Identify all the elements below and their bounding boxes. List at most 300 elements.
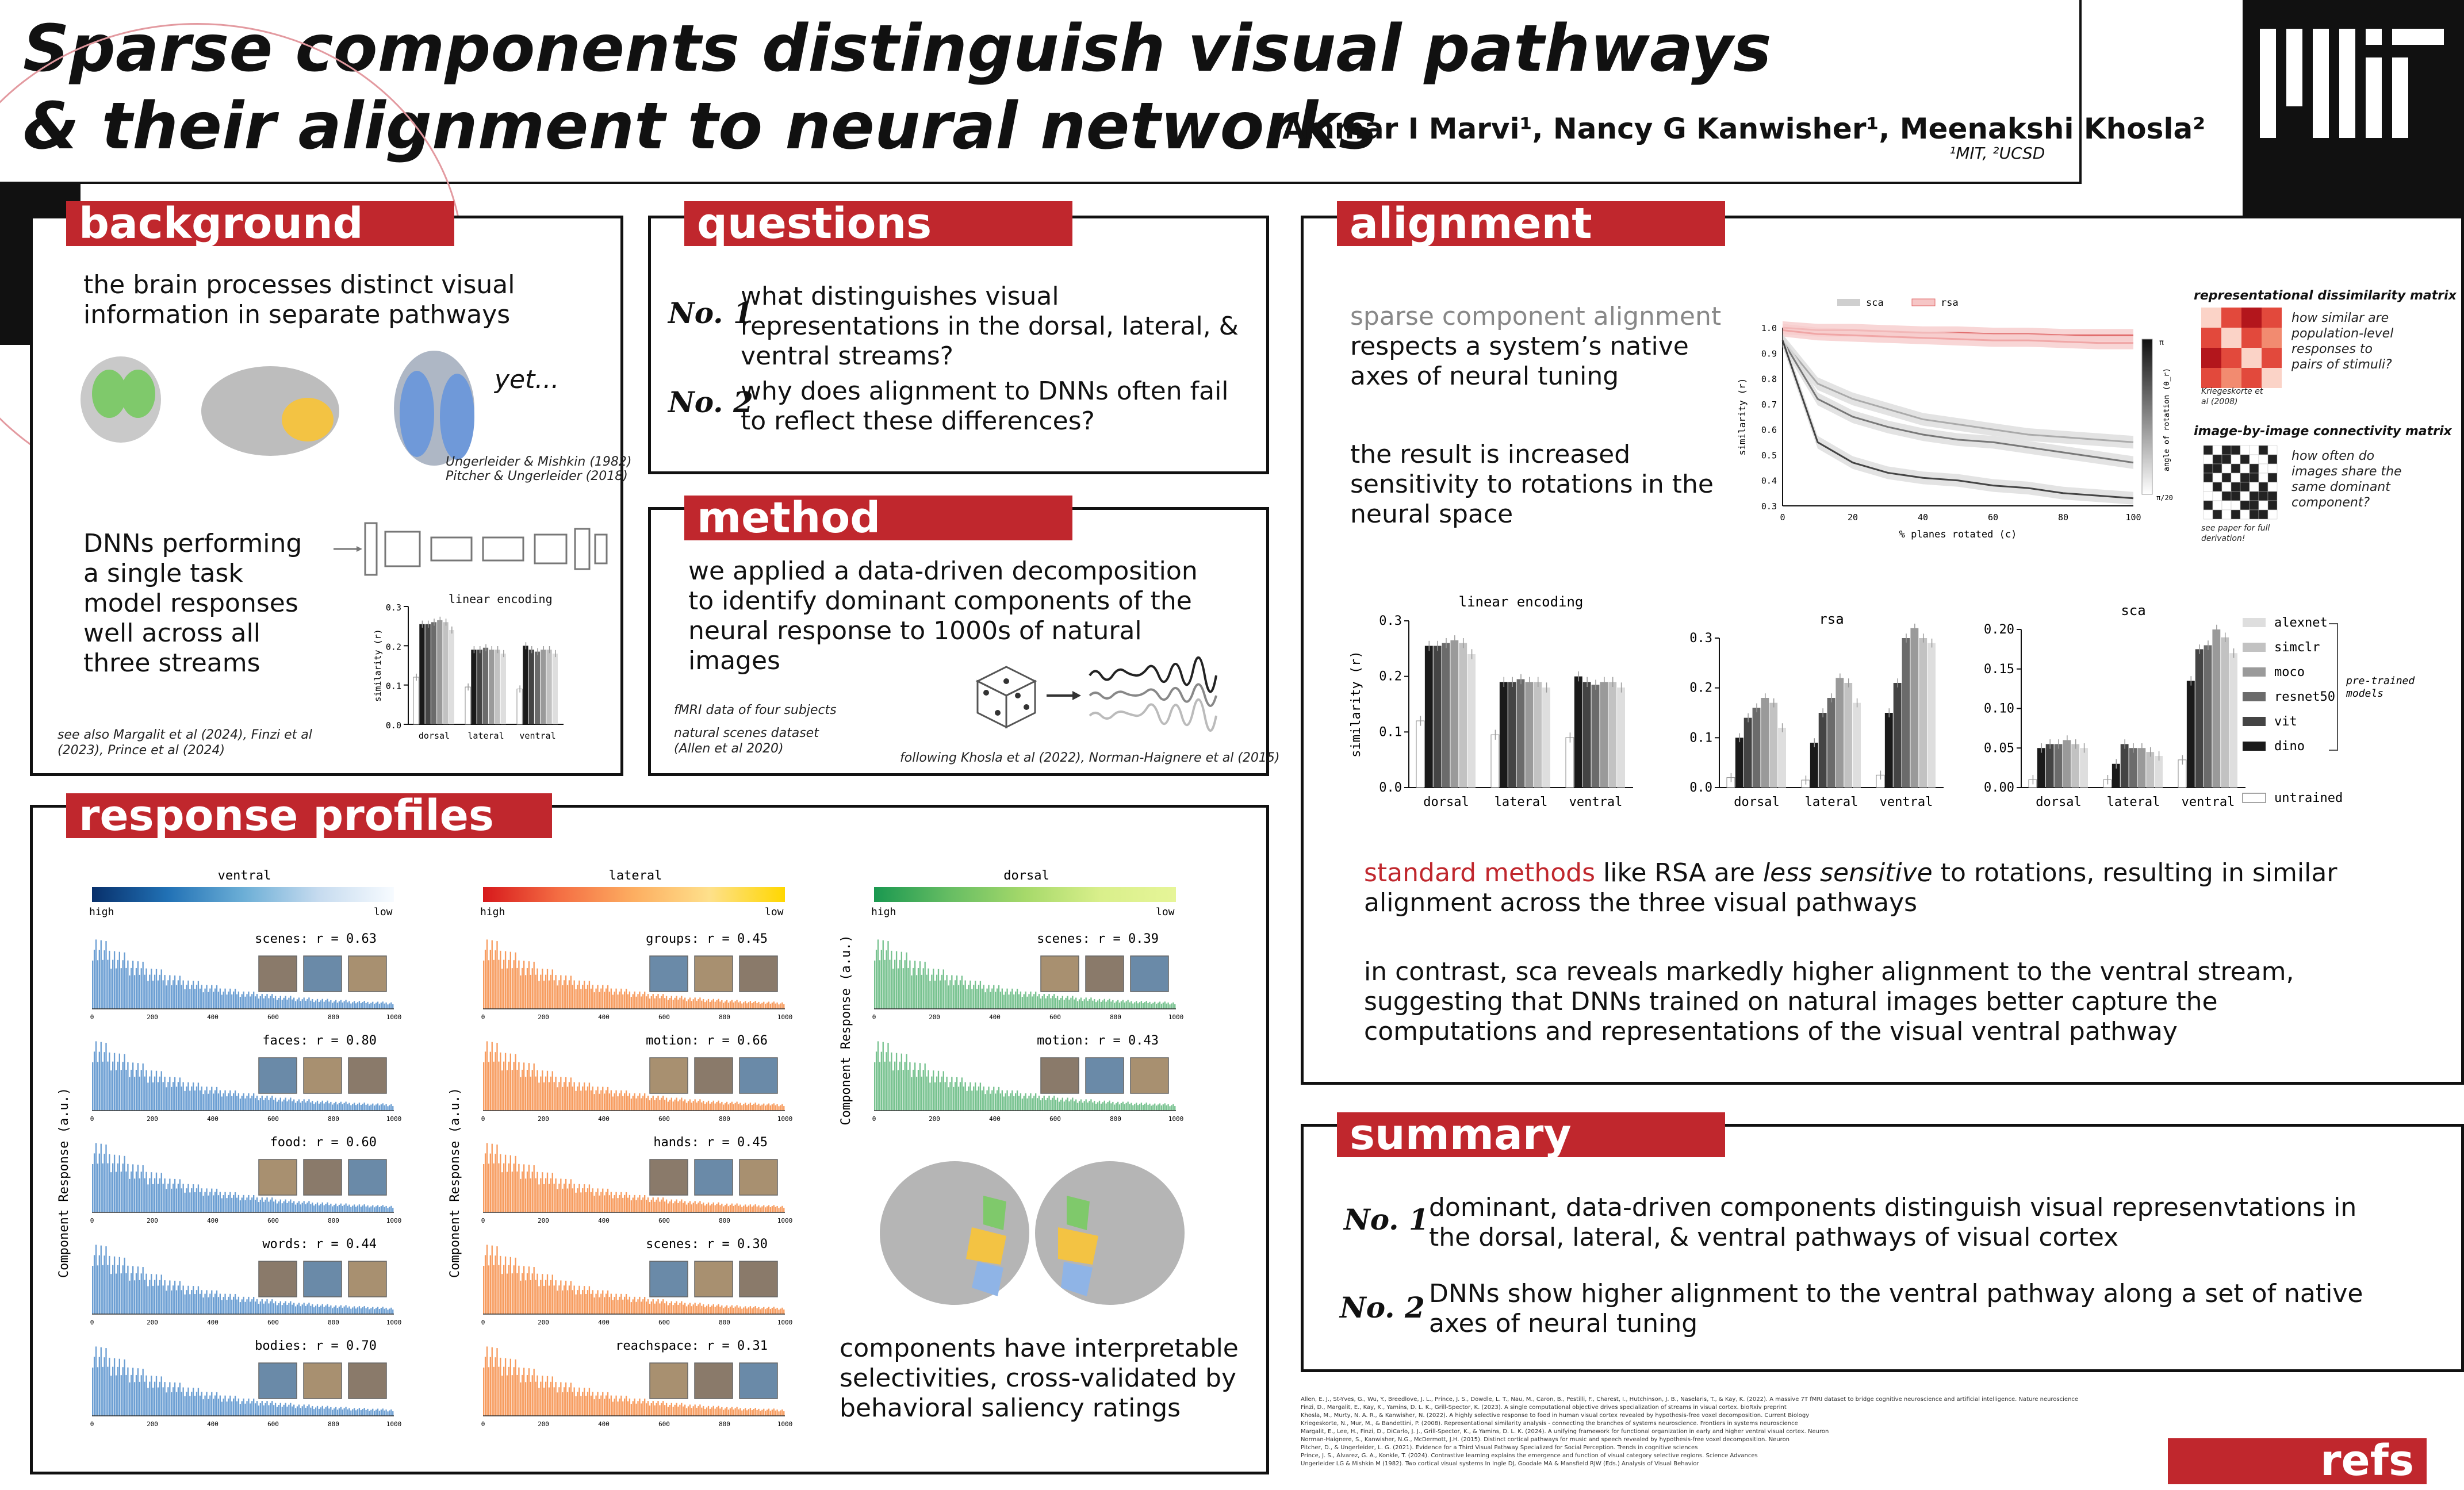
profile-x-tick: 400	[598, 1319, 610, 1326]
profile-x-tick: 600	[658, 1319, 670, 1326]
profile-bar	[1050, 1100, 1051, 1111]
profile-bar	[387, 1208, 388, 1212]
profile-bar	[181, 1290, 182, 1314]
profile-bar	[641, 1403, 642, 1416]
bar	[2204, 646, 2212, 788]
profile-bar	[955, 980, 956, 1009]
profile-bar	[703, 1101, 704, 1111]
profile-x-tick: 400	[207, 1115, 219, 1123]
profile-bar	[1042, 1098, 1043, 1111]
ibi-cell	[2231, 455, 2240, 464]
profile-bar	[1134, 1002, 1135, 1009]
profile-bar	[345, 1407, 346, 1416]
rdm-question: how similar are population-level responses to pairs of stimuli?	[2291, 311, 2394, 372]
profile-bar	[540, 1280, 541, 1314]
profile-bar	[209, 1192, 210, 1212]
profile-bar	[745, 1204, 746, 1212]
profile-bar	[310, 1103, 311, 1111]
profile-bar	[761, 1410, 762, 1416]
ibi-cell	[2213, 482, 2222, 491]
profile-bar	[221, 1096, 223, 1111]
profile-bar	[136, 1070, 137, 1111]
profile-bar	[565, 1383, 566, 1416]
profile-bar	[584, 1082, 585, 1111]
profile-bar	[493, 1367, 495, 1416]
profile-bar	[1086, 997, 1087, 1009]
profile-bar	[775, 1411, 776, 1416]
profile-bar	[627, 1300, 629, 1314]
profile-bar	[501, 969, 503, 1009]
profile-bar	[523, 1266, 524, 1314]
profile-bar	[206, 1188, 207, 1212]
profile-bar	[256, 1096, 258, 1111]
profile-bar	[174, 1281, 175, 1314]
profile-bar	[109, 1053, 110, 1111]
bar	[449, 630, 454, 724]
profile-bar	[614, 1399, 615, 1416]
profile-bar	[532, 1375, 533, 1416]
profile-bar	[775, 1207, 776, 1212]
profile-bar	[699, 1099, 700, 1111]
profile-bar	[183, 1184, 184, 1212]
profile-bar	[547, 1071, 548, 1111]
profile-bar	[179, 1281, 181, 1314]
cite-ungerleider: Ungerleider & Mishkin (1982)	[446, 455, 632, 469]
profile-bar	[564, 1285, 565, 1314]
profile-bar	[490, 1255, 491, 1314]
profile-x-tick: 800	[1110, 1115, 1121, 1123]
background-text2: DNNs performing a single task model responses well across all three streams	[83, 529, 302, 678]
profile-bar	[681, 1403, 682, 1416]
profile-bar	[664, 1100, 665, 1111]
profile-bar	[520, 1383, 521, 1416]
profile-bar	[297, 1406, 298, 1416]
profile-bar	[634, 1297, 635, 1314]
profile-bar	[758, 1307, 759, 1314]
profile-bar	[253, 1195, 254, 1212]
profile-bar	[708, 999, 709, 1009]
profile-bar	[594, 992, 595, 1009]
profile-bar	[263, 1304, 265, 1314]
profile-bar	[335, 1305, 336, 1314]
profile-plot	[481, 1237, 793, 1326]
profile-bar	[691, 1103, 692, 1111]
ibi-cell	[2240, 464, 2250, 473]
profile-x-tick: 400	[598, 1013, 610, 1021]
profile-bar	[169, 1077, 170, 1111]
y-tick-label: 0.6	[1761, 425, 1777, 436]
profile-bar	[173, 1082, 174, 1111]
profile-bar	[1066, 998, 1067, 1009]
profile-bar	[385, 1104, 386, 1111]
profile-bar	[1064, 1101, 1065, 1111]
profile-bar	[731, 1000, 733, 1009]
profile-bar	[775, 1004, 776, 1009]
profile-bar	[592, 1392, 593, 1416]
profile-bar	[958, 985, 959, 1009]
profile-bar	[122, 1265, 124, 1314]
profile-bar	[587, 1086, 588, 1111]
rot-side-bot: π/20	[2156, 494, 2173, 502]
profile-label: reachspace: r = 0.31	[615, 1339, 768, 1353]
profile-bar	[899, 960, 900, 1009]
profile-bar	[602, 1087, 603, 1111]
profile-bar	[968, 1086, 969, 1111]
ibi-cell	[2259, 455, 2268, 464]
profile-bar	[485, 1051, 486, 1111]
profile-bar	[755, 1103, 756, 1111]
profile-bar	[718, 1406, 719, 1416]
profile-bar	[701, 1001, 702, 1009]
profile-bar	[874, 961, 875, 1009]
ibi-cell	[2231, 464, 2240, 473]
profile-bar	[342, 1003, 343, 1009]
profile-bar	[1151, 1004, 1152, 1009]
profile-bar	[191, 1086, 192, 1111]
profile-bar	[178, 980, 179, 1009]
profile-bar	[330, 1000, 331, 1009]
profile-bar	[627, 1096, 629, 1111]
profile-bar	[268, 1405, 269, 1416]
profile-bar	[963, 985, 964, 1009]
profile-bar	[651, 1301, 652, 1314]
profile-bar	[905, 1062, 906, 1111]
profile-bar	[228, 1093, 229, 1111]
colorbar-low: low	[374, 906, 393, 918]
profile-bar	[998, 1087, 999, 1111]
profile-bar	[651, 1200, 652, 1212]
profile-bar	[134, 975, 135, 1009]
bar	[2080, 748, 2088, 788]
profile-bar	[1020, 992, 1021, 1009]
profile-bar	[246, 994, 247, 1009]
profile-bar	[883, 1042, 884, 1111]
profile-bar	[203, 992, 204, 1009]
profile-bar	[746, 1410, 748, 1416]
profile-bar	[129, 1077, 130, 1111]
profile-bar	[119, 1257, 120, 1314]
profile-bar	[614, 1195, 615, 1212]
profile-bar	[271, 1299, 273, 1314]
profile-colorbar-title: ventral	[217, 869, 271, 883]
profile-bar	[733, 1206, 734, 1212]
profile-bar	[906, 953, 907, 1009]
profile-x-tick: 800	[719, 1115, 730, 1123]
profile-bar	[1084, 999, 1085, 1009]
profile-bar	[617, 1198, 618, 1212]
references-list	[1301, 1396, 2278, 1476]
profile-bar	[980, 1082, 981, 1111]
profile-bar	[554, 1387, 555, 1416]
profile-bar	[122, 1367, 124, 1416]
profile-bar	[312, 1203, 313, 1212]
profile-bar	[982, 1090, 983, 1111]
profile-bar	[730, 1001, 731, 1009]
y-tick-label: 0.7	[1761, 399, 1777, 410]
profile-bar	[1035, 1093, 1036, 1111]
profile-bar	[1070, 1100, 1071, 1111]
profile-bar	[131, 1172, 132, 1212]
profile-bar	[501, 1070, 503, 1111]
profile-bar	[607, 985, 608, 1009]
profile-bar	[938, 969, 939, 1009]
profile-bar	[1131, 1103, 1132, 1111]
profile-bar	[381, 1410, 382, 1416]
profile-bar	[656, 1301, 657, 1314]
profile-bar	[320, 1204, 321, 1212]
profile-bar	[184, 1091, 185, 1111]
y-tick-label: 0.9	[1761, 348, 1777, 359]
stimulus-thumbnail	[259, 1261, 297, 1297]
profile-bar	[569, 1184, 570, 1212]
profile-bar	[778, 1004, 779, 1009]
profile-bar	[585, 1192, 587, 1212]
profile-bar	[1139, 1104, 1140, 1111]
bar	[2137, 748, 2145, 788]
profile-bar	[124, 1054, 125, 1111]
ibi-cell	[2240, 455, 2250, 464]
profile-bar	[615, 989, 616, 1009]
profile-bar	[540, 1077, 541, 1111]
profile-bar	[1095, 1104, 1097, 1111]
profile-bar	[634, 1399, 635, 1416]
profile-bar	[622, 1401, 623, 1416]
profile-bar	[614, 1297, 615, 1314]
profile-bar	[166, 1392, 167, 1416]
profile-bar	[728, 1206, 729, 1212]
profile-bar	[725, 1205, 726, 1212]
profile-bar	[767, 1003, 768, 1009]
profile-bar	[282, 1407, 283, 1416]
profile-bar	[555, 1077, 556, 1111]
profile-bar	[208, 992, 209, 1009]
profile-bar	[278, 1201, 279, 1212]
profile-bar	[1171, 1105, 1172, 1111]
profile-bar	[731, 1102, 733, 1111]
profile-x-tick: 800	[1110, 1013, 1121, 1021]
profile-bar	[567, 1087, 568, 1111]
profile-bar	[653, 994, 654, 1009]
ibi-cell	[2259, 464, 2268, 473]
profile-bar	[508, 1062, 509, 1111]
profile-bar	[1000, 1093, 1001, 1111]
profile-bar	[220, 1396, 221, 1416]
profile-bar	[302, 1101, 303, 1111]
bar	[1500, 682, 1508, 788]
profile-bar	[112, 1265, 113, 1314]
profile-bar	[1080, 997, 1082, 1009]
profile-bar	[569, 980, 570, 1009]
profile-bar	[392, 1208, 393, 1212]
profile-bar	[1144, 1104, 1145, 1111]
question-2: why does alignment to DNNs often fail to reflect these differences?	[741, 377, 1229, 436]
rotation-legend	[1837, 297, 1959, 309]
profile-bar	[668, 1305, 669, 1314]
profile-bar	[719, 1205, 721, 1212]
profile-bar	[656, 1403, 657, 1416]
profile-bar	[328, 1103, 329, 1111]
profile-bar	[711, 1000, 712, 1009]
profile-bar	[693, 999, 694, 1009]
profile-bar	[739, 1408, 741, 1416]
profile-bar	[262, 1401, 263, 1416]
profile-bar	[647, 1197, 649, 1212]
profile-bar	[653, 1401, 654, 1416]
profile-bar	[713, 1101, 714, 1111]
profile-bar	[305, 1001, 306, 1009]
profile-bar	[776, 1206, 777, 1212]
profile-bar	[619, 1093, 620, 1111]
profile-bar	[948, 985, 949, 1009]
profile-bar	[960, 1082, 961, 1111]
profile-bar	[1013, 994, 1014, 1009]
profile-bar	[560, 1280, 561, 1314]
profile-bar	[637, 1299, 638, 1314]
profile-bar	[348, 1307, 350, 1314]
profile-bar	[538, 1184, 539, 1212]
profile-bar	[308, 1099, 309, 1111]
profile-bar	[1048, 994, 1049, 1009]
bar	[1442, 643, 1450, 788]
profile-bar	[609, 1297, 610, 1314]
profile-bar	[492, 940, 493, 1009]
profile-bar	[1099, 999, 1100, 1009]
profile-bar	[647, 1096, 649, 1111]
profile-bar	[97, 1367, 98, 1416]
profile-bar	[191, 1392, 192, 1416]
profile-bar	[883, 940, 884, 1009]
profile-bar	[322, 1304, 323, 1314]
ibi-matrix-icon	[2204, 446, 2278, 520]
profile-bar	[516, 968, 518, 1009]
profile-bar	[277, 1407, 278, 1416]
profile-bar	[187, 1388, 189, 1416]
profile-bar	[606, 1090, 607, 1111]
profile-bar	[649, 1304, 650, 1314]
profile-bar	[534, 1267, 535, 1314]
profile-bar	[94, 950, 95, 1009]
profile-bar	[335, 1407, 336, 1416]
profile-bar	[746, 1308, 748, 1314]
rdm-title: representational dissimilarity matrix	[2194, 289, 2457, 303]
profile-bar	[925, 962, 926, 1009]
profile-bar	[776, 1104, 777, 1111]
bar	[431, 622, 436, 724]
profile-bar	[689, 1099, 691, 1111]
y-tick-label: 0.3	[1761, 501, 1777, 512]
profile-bar	[244, 1404, 246, 1416]
profile-bar	[698, 1406, 699, 1416]
stimulus-thumbnail	[739, 1159, 777, 1195]
bg-chart-title: linear encoding	[449, 592, 553, 606]
profile-bar	[313, 1409, 315, 1416]
profile-bar	[748, 1409, 749, 1416]
profile-bar	[955, 1082, 956, 1111]
profile-bar	[248, 1093, 249, 1111]
profile-bar	[666, 1403, 667, 1416]
profile-bar	[357, 1002, 358, 1009]
profile-bar	[1006, 1090, 1007, 1111]
profile-bar	[268, 1303, 269, 1314]
profile-bar	[240, 1404, 241, 1416]
profile-bar	[995, 1093, 996, 1111]
profile-bar	[144, 1280, 145, 1314]
profile-bar	[273, 998, 274, 1009]
profile-bar	[641, 996, 642, 1009]
profile-x-tick: 0	[90, 1115, 94, 1123]
profile-bar	[507, 1070, 508, 1111]
profile-bar	[971, 989, 972, 1009]
profile-bar	[606, 989, 607, 1009]
profile-bar	[522, 1375, 523, 1416]
profile-bar	[1024, 994, 1025, 1009]
profile-bar	[147, 1184, 148, 1212]
profile-x-tick: 200	[538, 1115, 549, 1123]
profile-bar	[781, 1104, 783, 1111]
profile-bar	[288, 1405, 289, 1416]
profile-bar	[297, 1203, 298, 1212]
profile-bar	[719, 1408, 721, 1416]
profile-bar	[339, 1408, 340, 1416]
profile-bar	[236, 994, 237, 1009]
profile-bar	[679, 1100, 680, 1111]
profile-bar	[765, 1411, 766, 1416]
profile-bar	[1112, 1102, 1113, 1111]
profile-bar	[1152, 1003, 1154, 1009]
profile-bar	[344, 1408, 345, 1416]
profile-bar	[671, 1403, 672, 1416]
profile-bar	[934, 981, 936, 1009]
profile-bar	[1147, 1105, 1148, 1111]
profile-bar	[528, 1063, 530, 1111]
profile-bar	[310, 1001, 311, 1009]
profile-bar	[270, 1403, 271, 1416]
profile-bar	[169, 1280, 170, 1314]
profile-bar	[198, 1388, 199, 1416]
profile-bar	[94, 1051, 95, 1111]
profile-bar	[773, 1103, 775, 1111]
profile-bar	[203, 1399, 204, 1416]
profile-bar	[1134, 1104, 1135, 1111]
profile-bar	[991, 989, 993, 1009]
profile-bar	[1166, 1004, 1167, 1009]
profile-bar	[347, 1003, 348, 1009]
profile-bar	[1161, 1105, 1162, 1111]
profile-bar	[164, 1178, 165, 1212]
profile-bar	[1033, 1096, 1034, 1111]
x-tick-label: lateral	[467, 731, 504, 741]
profile-bar	[362, 1205, 363, 1212]
profile-x-tick: 600	[267, 1217, 279, 1224]
profile-bar	[719, 1103, 721, 1111]
profile-bar	[557, 1189, 558, 1212]
profile-bar	[359, 1103, 360, 1111]
profile-bar	[151, 1376, 152, 1416]
profile-bar	[612, 1198, 614, 1212]
profile-bar	[125, 1375, 127, 1416]
profile-x-tick: 200	[929, 1115, 940, 1123]
profile-bar	[701, 1408, 702, 1416]
profile-x-tick: 1000	[777, 1115, 793, 1123]
profile-bar	[208, 1196, 209, 1212]
profile-bar	[572, 1086, 573, 1111]
profile-label: food: r = 0.60	[270, 1135, 377, 1150]
profile-bar	[119, 1054, 120, 1111]
ibi-cell	[2213, 473, 2222, 482]
profile-bar	[213, 1297, 214, 1314]
profile-bar	[713, 1203, 714, 1212]
profile-bar	[884, 1062, 886, 1111]
